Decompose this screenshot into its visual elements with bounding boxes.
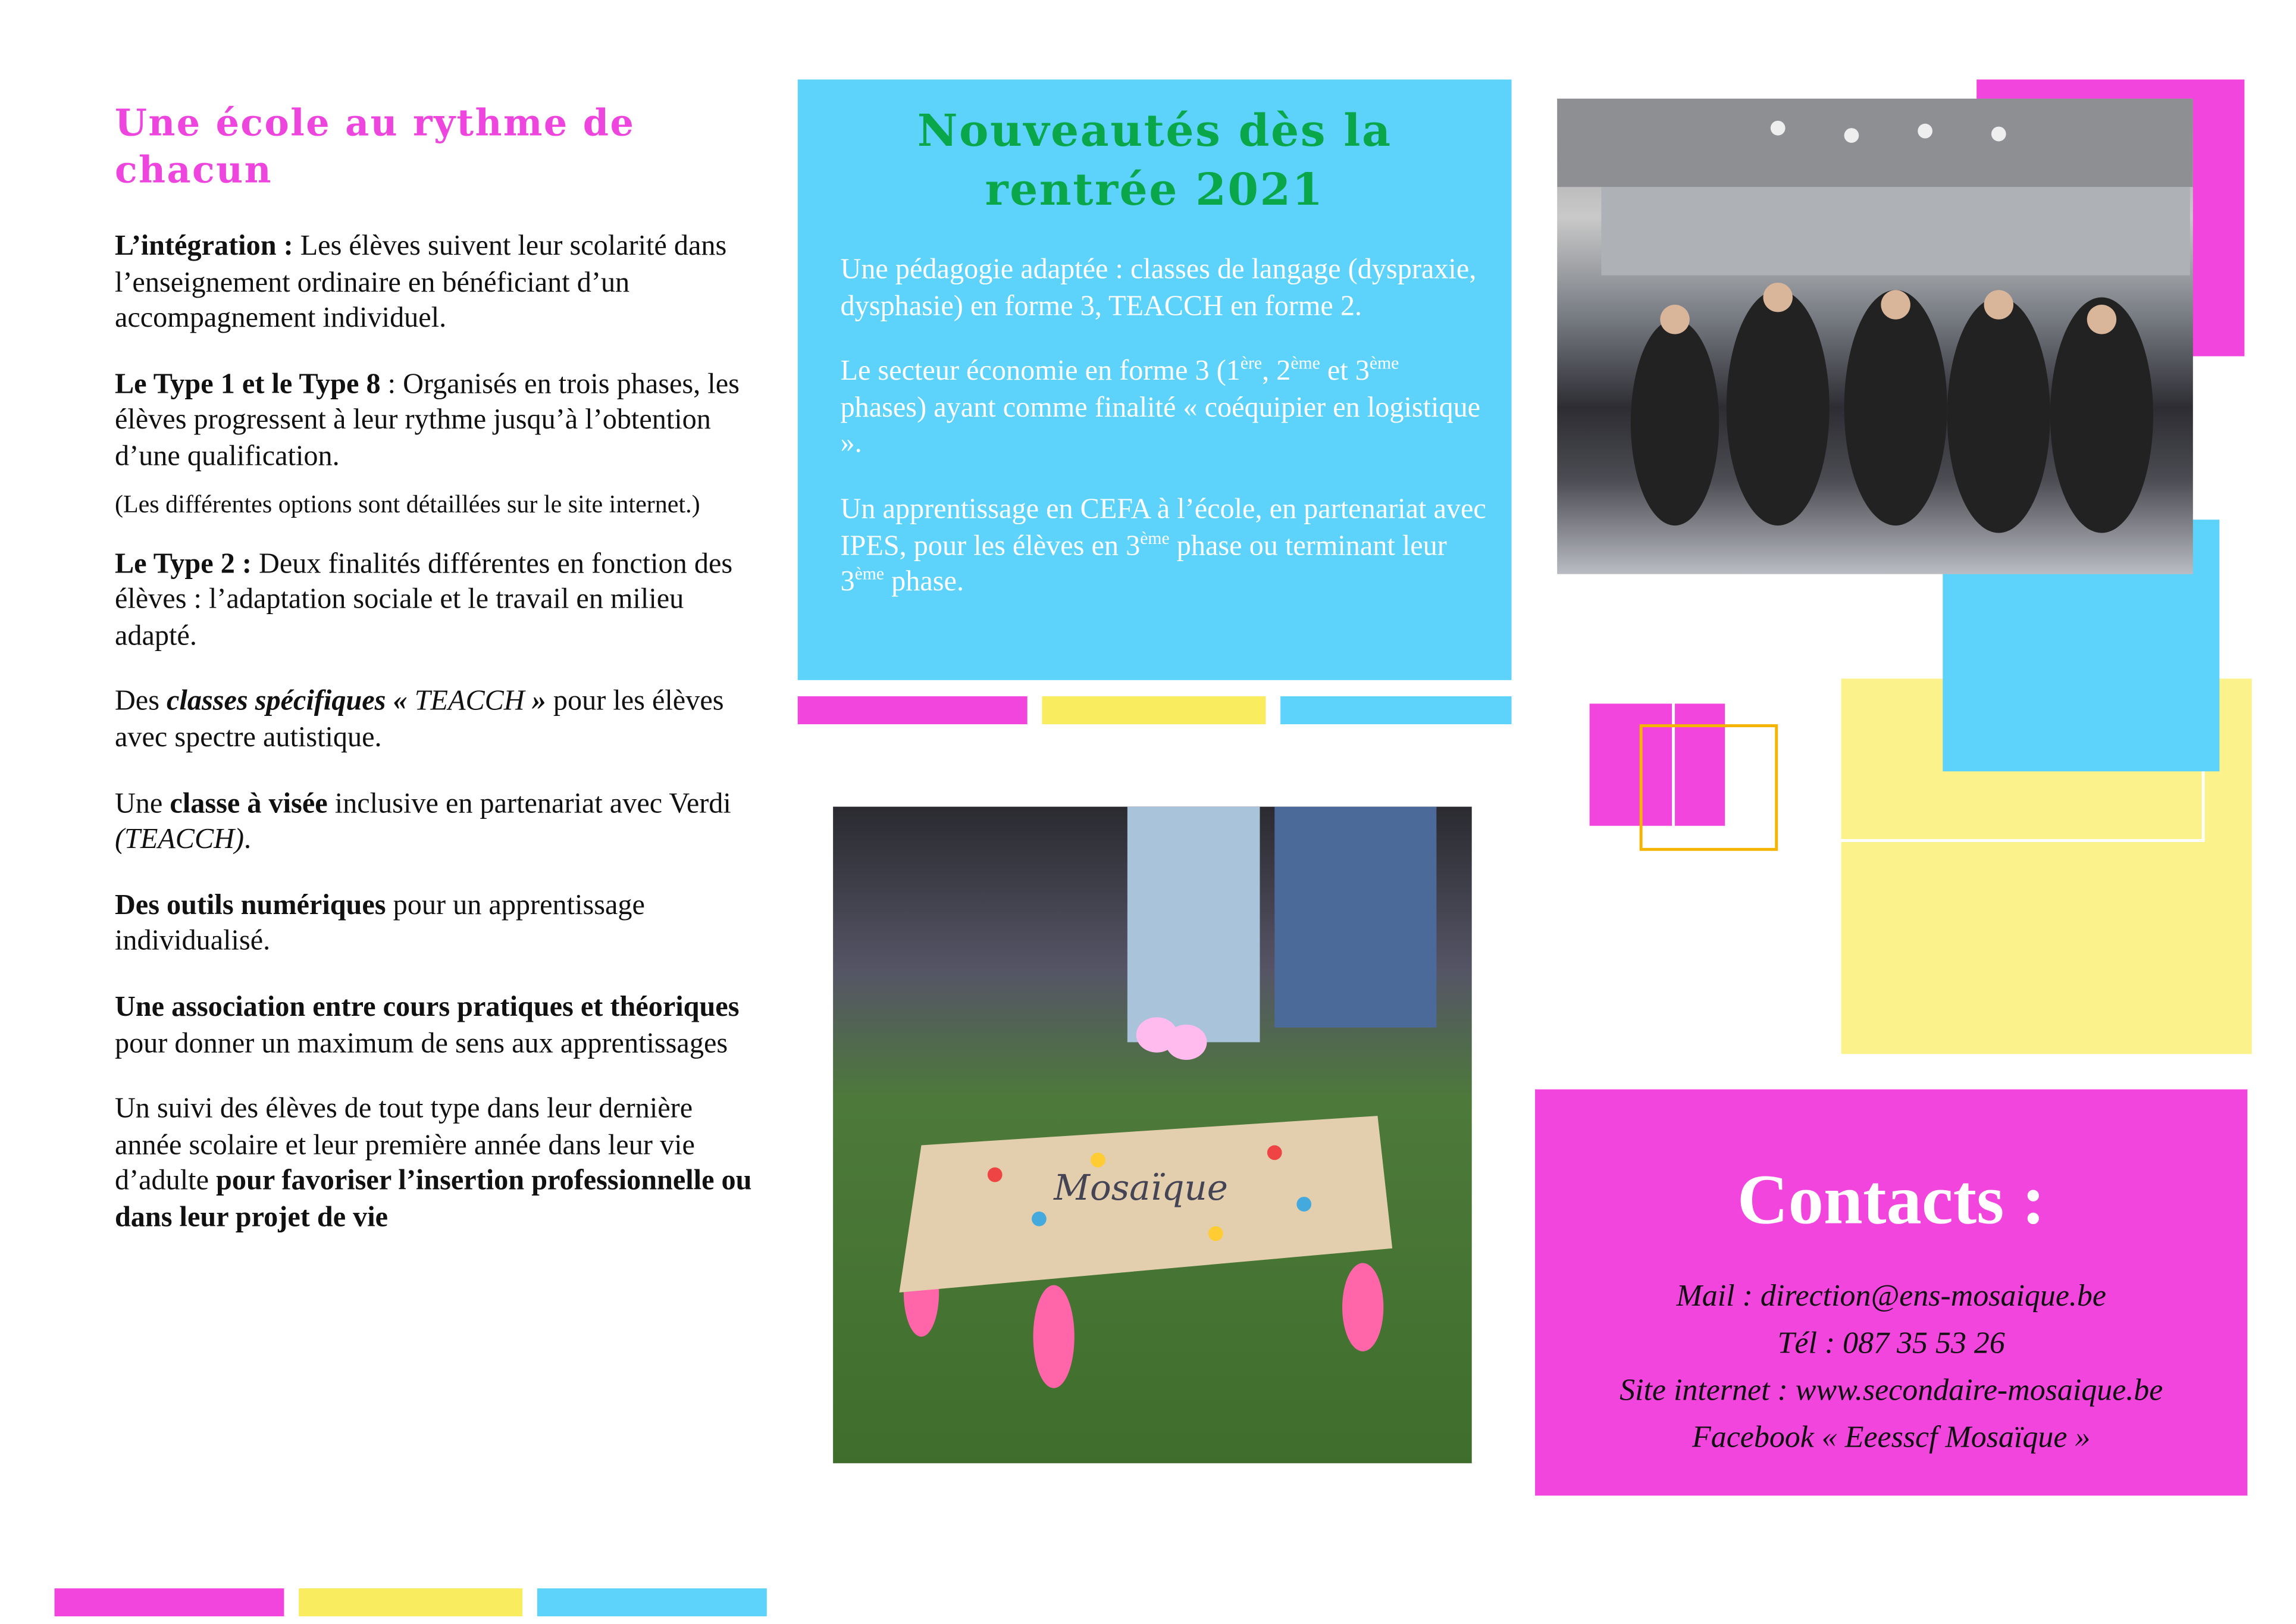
news-box (798, 80, 1512, 680)
decor-bar-blue (1280, 696, 1511, 724)
bold-term: classe à visée (170, 788, 328, 819)
paragraph-text: Deux finalités différentes en fonction des élèves : l’adaptation sociale et le travail en milieu adapté. (114, 548, 733, 652)
text: et 3 (1320, 356, 1370, 388)
paragraph-text: : Organisés en trois phases, les élèves progressent à leur rythme jusqu’à l’obtention d’une qualification. (114, 369, 740, 473)
bold-term: pour favoriser l’insertion professionnelle ou dans leur projet de vie (114, 1166, 752, 1234)
news-title-line: rentrée 2021 (985, 165, 1324, 217)
bold-term: Des outils numériques (114, 890, 386, 921)
contact-phone: Tél : 087 35 53 26 (1777, 1325, 2005, 1360)
decor-bar-yellow (1042, 696, 1266, 724)
superscript: ème (1290, 352, 1320, 374)
paragraph-follow-up (115, 1093, 762, 1237)
text: phase. (884, 567, 964, 598)
text: Le secteur économie en forme 3 (1 (840, 356, 1241, 388)
decor-bar-pink (55, 1588, 284, 1616)
left-column (115, 100, 762, 1266)
italic-term: TEACCH (414, 686, 525, 718)
paragraph-association (115, 991, 762, 1063)
contact-facebook: Facebook « Eeesscf Mosaïque » (1692, 1419, 2091, 1455)
paragraph-text: pour un apprentissage individualisé. (114, 890, 645, 957)
news-item: Une pédagogie adaptée : classes de langage (dyspraxie, dysphasie) en forme 3, TEACCH en forme 2. (840, 254, 1477, 322)
contact-website[interactable]: Site internet : www.secondaire-mosaique.be (1620, 1372, 2163, 1407)
paragraph-text: Des (114, 686, 167, 718)
photo-group-ice-rink-graphic (1557, 99, 2193, 574)
bold-term: Le Type 2 : (114, 548, 252, 580)
text: , 2 (1262, 356, 1291, 388)
mosaique-board-logo: Mosaïque (1054, 1167, 1228, 1209)
photo-socks-mosaique-board (833, 807, 1472, 1463)
paragraph-text: pour les élèves avec spectre autistique. (114, 686, 724, 754)
bold-term: L’intégration : (114, 231, 293, 262)
paragraph-text: pour donner un maximum de sens aux apprentissages (114, 1028, 728, 1059)
photo-socks-graphic (833, 807, 1472, 1463)
superscript: ème (1369, 352, 1399, 374)
news-title (798, 103, 1512, 221)
news-item (840, 352, 1487, 464)
paragraph-digital (115, 888, 762, 961)
paragraph-inclusive (115, 787, 762, 859)
text: phases) ayant comme finalité « coéquipier en logistique ». (840, 392, 1481, 460)
paragraph-type1-type8 (115, 368, 762, 477)
italic-term: (TEACCH) (114, 824, 245, 856)
decor-outline-orange (1640, 724, 1778, 851)
news-item (840, 493, 1487, 602)
contact-mail[interactable]: Mail : direction@ens-mosaique.be (1676, 1278, 2106, 1313)
paragraph-text: . (244, 824, 252, 856)
text: Un apprentissage en CEFA à l’école, en partenariat avec IPES, pour les élèves en 3 (840, 495, 1486, 562)
contacts-title: Contacts : (1737, 1161, 2046, 1240)
text: phase ou terminant leur 3 (840, 530, 1447, 598)
photo-group-ice-rink (1557, 99, 2193, 574)
bold-italic-term: » (524, 686, 546, 718)
paragraph-integration (115, 230, 762, 339)
decor-bar-blue (537, 1588, 767, 1616)
paragraph-text: Un suivi des élèves de tout type dans leur dernière année scolaire et leur première année dans leur vie d’adulte (114, 1094, 695, 1197)
superscript: ème (1140, 527, 1170, 548)
paragraph-type2 (115, 547, 762, 656)
superscript: ème (854, 563, 885, 584)
superscript: ère (1240, 352, 1263, 374)
paragraph-text: Les élèves suivent leur scolarité dans l’enseignement ordinaire en bénéficiant d’un accompagnement individuel. (114, 231, 727, 334)
note-options: (Les différentes options sont détaillées sur le site internet.) (114, 489, 700, 518)
bold-italic-term: classes spécifiques « (167, 686, 415, 718)
paragraph-text: Une (114, 788, 170, 819)
bold-term: Une association entre cours pratiques et théoriques (114, 992, 740, 1023)
decor-bar-yellow (299, 1588, 522, 1616)
paragraph-text: inclusive en partenariat avec Verdi (327, 788, 731, 819)
decor-bar-pink (798, 696, 1028, 724)
paragraph-teacch (115, 685, 762, 758)
contacts-box (1535, 1090, 2247, 1496)
section-heading: Une école au rythme de chacun (114, 101, 635, 192)
bold-term: Le Type 1 et le Type 8 (114, 369, 381, 400)
news-title-line: Nouveautés dès la (917, 106, 1392, 158)
